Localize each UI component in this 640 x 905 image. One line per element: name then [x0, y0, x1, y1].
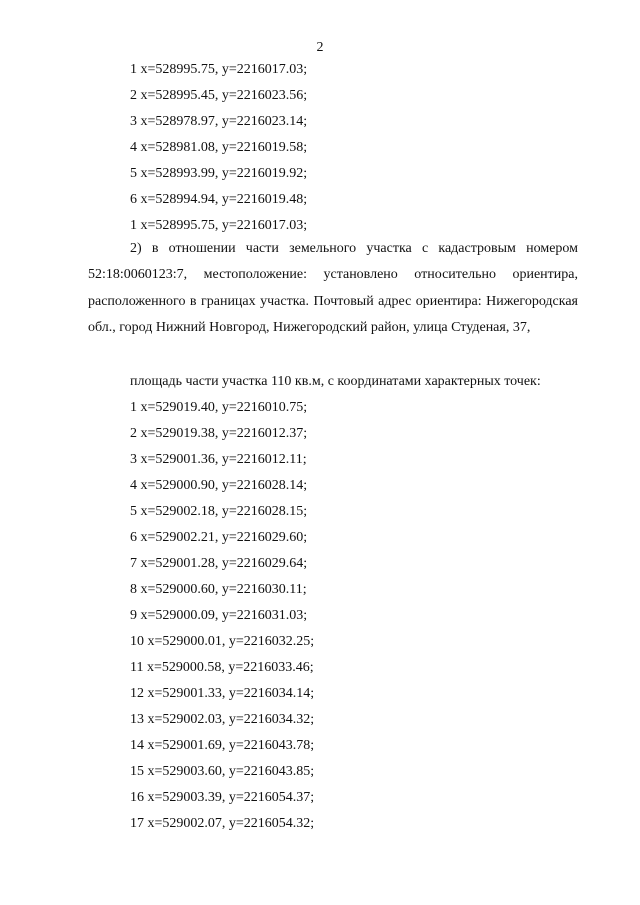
coordinate-line: 7 x=529001.28, y=2216029.64; [130, 556, 308, 571]
coordinate-line: 2 x=529019.38, y=2216012.37; [130, 426, 308, 441]
coordinate-line: 3 x=528978.97, y=2216023.14; [130, 114, 308, 129]
coordinate-line: 12 x=529001.33, y=2216034.14; [130, 686, 315, 701]
coordinate-line: 5 x=529002.18, y=2216028.15; [130, 504, 308, 519]
coordinate-line: 1 x=528995.75, y=2216017.03; [130, 62, 308, 77]
coordinate-line: 1 x=529019.40, y=2216010.75; [130, 400, 308, 415]
coordinate-line: 4 x=529000.90, y=2216028.14; [130, 478, 308, 493]
coordinate-line: 13 x=529002.03, y=2216034.32; [130, 712, 315, 727]
coordinate-line: 6 x=529002.21, y=2216029.60; [130, 530, 308, 545]
coordinate-line: 4 x=528981.08, y=2216019.58; [130, 140, 308, 155]
coordinate-line: 2 x=528995.45, y=2216023.56; [130, 88, 308, 103]
page-number: 2 [316, 40, 324, 55]
coordinate-line: 6 x=528994.94, y=2216019.48; [130, 192, 308, 207]
coordinate-line: 15 x=529003.60, y=2216043.85; [130, 764, 315, 779]
coordinate-line: 1 x=528995.75, y=2216017.03; [130, 218, 308, 233]
area-description: площадь части участка 110 кв.м, с координатами характерных точек: [130, 374, 541, 389]
coordinate-line: 9 x=529000.09, y=2216031.03; [130, 608, 308, 623]
coordinate-line: 16 x=529003.39, y=2216054.37; [130, 790, 315, 805]
coordinate-line: 14 x=529001.69, y=2216043.78; [130, 738, 315, 753]
coordinate-line: 5 x=528993.99, y=2216019.92; [130, 166, 308, 181]
coordinate-line: 11 x=529000.58, y=2216033.46; [130, 660, 314, 675]
coordinate-line: 3 x=529001.36, y=2216012.11; [130, 452, 307, 467]
coordinate-line: 17 x=529002.07, y=2216054.32; [130, 816, 315, 831]
coordinate-line: 8 x=529000.60, y=2216030.11; [130, 582, 307, 597]
land-plot-paragraph: 2) в отношении части земельного участка с кадастровым номером 52:18:0060123:7, местоположение: установлено относительно ориентира, расположенного в границах участка. Почтовый адрес ориентира: Нижегородская обл., город Нижний Новгород, Нижегородский район, улица Студеная, 37, [88, 241, 578, 336]
coordinate-line: 10 x=529000.01, y=2216032.25; [130, 634, 315, 649]
